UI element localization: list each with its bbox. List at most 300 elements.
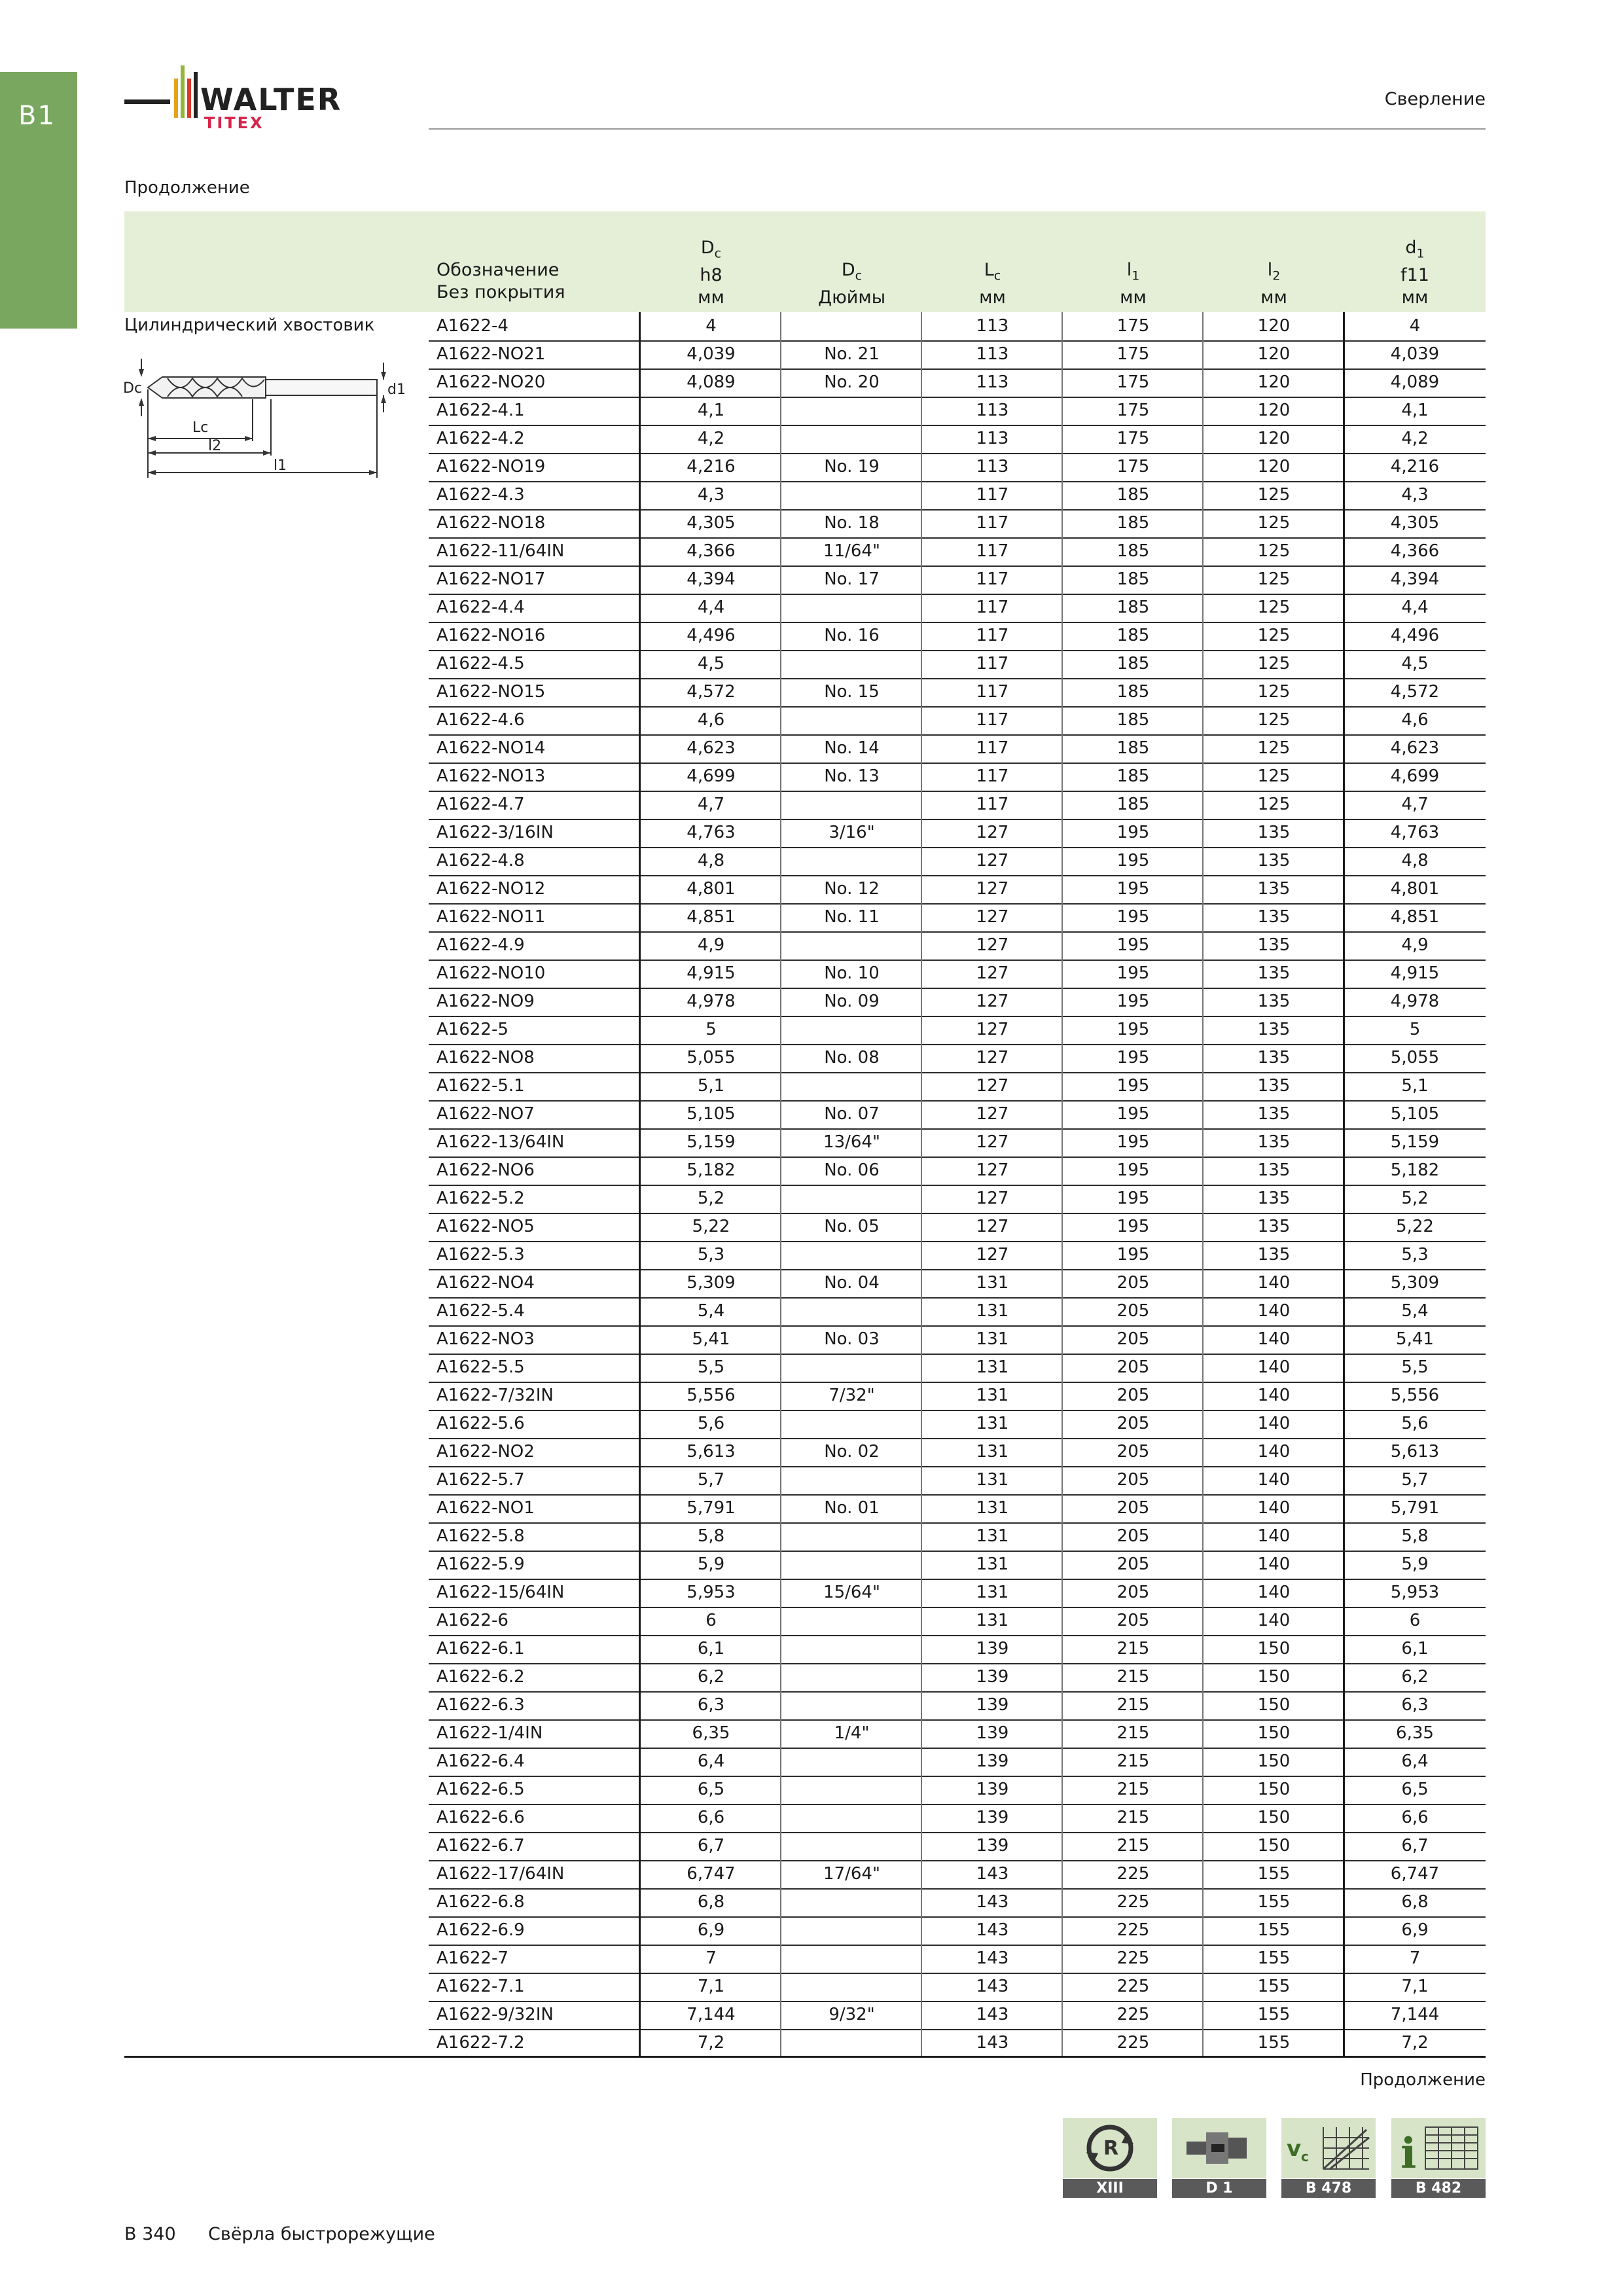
cell-l1: 185	[1116, 569, 1150, 589]
cell-l1: 225	[1116, 1892, 1150, 1912]
cell-dc-inch	[781, 594, 922, 622]
cell-dc-inch	[781, 1607, 922, 1635]
cell-l1: 225	[1116, 1977, 1150, 1996]
cell-dc-inch: No. 13	[824, 766, 880, 786]
cell-dc-inch: No. 03	[824, 1329, 880, 1349]
cell-dc-inch: No. 20	[824, 372, 880, 392]
badge-info[interactable]	[1391, 2118, 1486, 2198]
cell-dc-inch: 11/64"	[823, 541, 880, 561]
badge-tool-holder[interactable]	[1172, 2118, 1266, 2198]
badge-label: B 482	[1391, 2179, 1486, 2198]
cell-dc-mm: 6,747	[687, 1864, 736, 1884]
cell-dc-mm: 5,791	[687, 1498, 736, 1518]
svg-text:l2: l2	[208, 438, 222, 454]
cell-dc-mm: 4,915	[687, 963, 736, 983]
cell-dc-inch: No. 02	[824, 1442, 880, 1462]
cell-l2: 135	[1257, 823, 1291, 842]
cell-lc: 117	[976, 569, 1009, 589]
cell-dc-mm: 5,4	[697, 1301, 725, 1321]
cell-l1: 225	[1116, 2005, 1150, 2024]
cell-d1: 5,613	[1390, 1442, 1440, 1462]
cell-l1: 175	[1116, 401, 1150, 420]
cell-l1: 225	[1116, 1864, 1150, 1884]
cell-l2: 125	[1257, 795, 1291, 814]
table-row	[429, 1438, 1486, 1467]
cell-dc-mm: 4,7	[697, 795, 725, 814]
cell-dc-mm: 5,8	[697, 1526, 725, 1546]
cell-dc-mm: 4,978	[687, 992, 736, 1011]
cell-d1: 4,1	[1401, 401, 1429, 420]
cell-d1: 4,3	[1401, 485, 1429, 505]
cell-dc-inch	[781, 1297, 922, 1325]
cell-d1: 5,182	[1390, 1160, 1440, 1180]
cell-designation: A1622-5.4	[437, 1301, 525, 1321]
cell-d1: 4,623	[1390, 738, 1440, 758]
cell-d1: 6,3	[1401, 1695, 1429, 1715]
cell-l1: 195	[1116, 851, 1150, 870]
table-row	[429, 368, 1486, 398]
cell-dc-inch	[781, 847, 922, 875]
section-tab-label: B1	[18, 101, 56, 131]
cell-l2: 140	[1257, 1301, 1291, 1321]
cell-dc-inch: No. 14	[824, 738, 880, 758]
cell-designation: A1622-5.7	[437, 1470, 525, 1490]
cell-dc-mm: 6,1	[697, 1639, 725, 1659]
cell-l2: 140	[1257, 1414, 1291, 1433]
cell-dc-inch	[781, 1635, 922, 1663]
cell-lc: 117	[976, 626, 1009, 645]
cell-d1: 5,8	[1401, 1526, 1429, 1546]
drill-dimension-drawing	[122, 353, 406, 484]
cell-dc-mm: 7,2	[697, 2033, 725, 2053]
cutting-speed-chart-icon	[1281, 2118, 1376, 2178]
badge-cutting-data[interactable]	[1281, 2118, 1376, 2198]
cell-dc-mm: 4,8	[697, 851, 725, 870]
cell-dc-mm: 5,613	[687, 1442, 736, 1462]
cell-l2: 125	[1257, 485, 1291, 505]
table-row	[429, 1072, 1486, 1102]
cell-lc: 139	[976, 1695, 1009, 1715]
cell-d1: 4,8	[1401, 851, 1429, 870]
header-dc-inch: $D_c$ Дюймы	[817, 260, 886, 308]
cell-l2: 155	[1257, 1977, 1291, 1996]
cell-designation: A1622-4.5	[437, 654, 525, 673]
cell-d1: 4,699	[1390, 766, 1440, 786]
cell-lc: 131	[976, 1329, 1009, 1349]
cell-d1: 4,496	[1390, 626, 1440, 645]
cell-dc-inch	[781, 931, 922, 960]
cell-d1: 6	[1409, 1611, 1421, 1630]
cell-dc-mm: 5,41	[692, 1329, 730, 1349]
cell-designation: A1622-17/64IN	[437, 1864, 565, 1884]
table-row	[429, 1832, 1486, 1861]
cell-dc-inch: 3/16"	[829, 823, 875, 842]
cell-l1: 205	[1116, 1329, 1150, 1349]
cell-l1: 205	[1116, 1498, 1150, 1518]
cell-dc-mm: 4,572	[687, 682, 736, 702]
cell-designation: A1622-4.8	[437, 851, 525, 870]
cell-l2: 150	[1257, 1780, 1291, 1799]
cell-dc-mm: 5,182	[687, 1160, 736, 1180]
cell-lc: 127	[976, 823, 1009, 842]
cell-l2: 125	[1257, 682, 1291, 702]
cell-l1: 195	[1116, 1132, 1150, 1152]
cell-designation: A1622-NO5	[437, 1217, 535, 1236]
cell-l1: 185	[1116, 738, 1150, 758]
cell-designation: A1622-5.5	[437, 1357, 525, 1377]
cell-lc: 127	[976, 1076, 1009, 1096]
table-row	[429, 1213, 1486, 1242]
cell-designation: A1622-NO15	[437, 682, 546, 702]
table-row	[429, 1663, 1486, 1693]
cell-lc: 127	[976, 992, 1009, 1011]
cell-lc: 127	[976, 1048, 1009, 1067]
cell-d1: 4,915	[1390, 963, 1440, 983]
cell-l1: 205	[1116, 1611, 1150, 1630]
cell-dc-inch	[781, 2029, 922, 2057]
cell-dc-inch	[781, 650, 922, 678]
cell-dc-inch: No. 08	[824, 1048, 880, 1067]
cell-designation: A1622-4.3	[437, 485, 525, 505]
cell-l1: 185	[1116, 598, 1150, 617]
cell-designation: A1622-6.7	[437, 1836, 525, 1856]
cell-l2: 135	[1257, 935, 1291, 955]
cell-l2: 140	[1257, 1386, 1291, 1405]
cell-l1: 205	[1116, 1357, 1150, 1377]
cell-dc-mm: 5,055	[687, 1048, 736, 1067]
cell-dc-mm: 4,5	[697, 654, 725, 673]
cell-dc-mm: 6,9	[697, 1920, 725, 1940]
table-row	[429, 847, 1486, 876]
cell-lc: 127	[976, 1132, 1009, 1152]
table-row	[429, 734, 1486, 764]
cell-designation: A1622-NO1	[437, 1498, 535, 1518]
table-row	[429, 1804, 1486, 1833]
cell-l2: 155	[1257, 1948, 1291, 1968]
cell-d1: 6,747	[1390, 1864, 1440, 1884]
cell-dc-inch	[781, 1776, 922, 1804]
cell-designation: A1622-7.2	[437, 2033, 525, 2053]
badge-label: B 478	[1281, 2179, 1376, 2198]
cell-lc: 127	[976, 879, 1009, 899]
cell-dc-mm: 4,3	[697, 485, 725, 505]
cell-l2: 140	[1257, 1273, 1291, 1293]
header-d1: $d_1$ f11 мм	[1400, 238, 1429, 308]
cell-dc-inch	[781, 1185, 922, 1213]
cell-l1: 205	[1116, 1526, 1150, 1546]
cell-dc-mm: 5,105	[687, 1104, 736, 1124]
page-number: B 340	[124, 2224, 176, 2244]
cell-dc-mm: 5,3	[697, 1245, 725, 1265]
cell-lc: 139	[976, 1639, 1009, 1659]
svg-text:l1: l1	[274, 457, 287, 474]
cell-lc: 143	[976, 1920, 1009, 1940]
cell-dc-mm: 4,1	[697, 401, 725, 420]
cell-dc-inch	[781, 1551, 922, 1579]
cell-dc-inch	[781, 397, 922, 425]
column-divider	[780, 312, 781, 2057]
cell-dc-mm: 4,9	[697, 935, 725, 955]
cell-d1: 5	[1409, 1020, 1421, 1039]
cell-dc-mm: 4,801	[687, 879, 736, 899]
column-divider	[1343, 312, 1345, 2057]
table-row	[429, 397, 1486, 426]
cell-l2: 140	[1257, 1554, 1291, 1574]
cell-dc-inch	[781, 1832, 922, 1860]
cell-lc: 131	[976, 1442, 1009, 1462]
cell-l2: 150	[1257, 1695, 1291, 1715]
cell-dc-mm: 4,039	[687, 344, 736, 364]
cell-lc: 131	[976, 1611, 1009, 1630]
cell-designation: A1622-NO17	[437, 569, 546, 589]
cell-lc: 117	[976, 682, 1009, 702]
cell-d1: 4,305	[1390, 513, 1440, 533]
cell-designation: A1622-6.9	[437, 1920, 525, 1940]
cell-d1: 5,3	[1401, 1245, 1429, 1265]
cell-l1: 195	[1116, 1217, 1150, 1236]
cell-dc-inch: 9/32"	[829, 2005, 875, 2024]
cell-l2: 120	[1257, 372, 1291, 392]
cell-l1: 215	[1116, 1667, 1150, 1687]
cell-designation: A1622-4	[437, 316, 508, 336]
cell-l2: 125	[1257, 541, 1291, 561]
cell-designation: A1622-6.1	[437, 1639, 525, 1659]
table-row	[429, 1269, 1486, 1299]
cell-l1: 185	[1116, 485, 1150, 505]
cell-l1: 205	[1116, 1386, 1150, 1405]
table-row	[429, 2029, 1486, 2057]
cell-l2: 155	[1257, 2005, 1291, 2024]
cell-dc-mm: 5,1	[697, 1076, 725, 1096]
table-row	[429, 1325, 1486, 1355]
cell-lc: 143	[976, 1864, 1009, 1884]
table-row	[429, 875, 1486, 905]
cell-l2: 135	[1257, 907, 1291, 927]
cell-dc-mm: 4,4	[697, 598, 725, 617]
cell-l2: 120	[1257, 316, 1291, 336]
cell-dc-mm: 4,089	[687, 372, 736, 392]
table-row	[429, 453, 1486, 482]
table-row	[429, 1522, 1486, 1552]
column-divider	[639, 312, 641, 2057]
cell-lc: 113	[976, 344, 1009, 364]
cell-lc: 143	[976, 1892, 1009, 1912]
cell-designation: A1622-6.2	[437, 1667, 525, 1687]
cell-l1: 195	[1116, 992, 1150, 1011]
cell-dc-inch	[781, 791, 922, 819]
table-row	[429, 1241, 1486, 1270]
cell-dc-mm: 6,2	[697, 1667, 725, 1687]
cell-dc-mm: 6,3	[697, 1695, 725, 1715]
cell-l2: 140	[1257, 1611, 1291, 1630]
cell-l1: 215	[1116, 1836, 1150, 1856]
cell-d1: 4,763	[1390, 823, 1440, 842]
cell-d1: 4,394	[1390, 569, 1440, 589]
cell-designation: A1622-5.1	[437, 1076, 525, 1096]
cell-designation: A1622-5	[437, 1020, 508, 1039]
cell-l2: 135	[1257, 1189, 1291, 1208]
cell-dc-mm: 4,851	[687, 907, 736, 927]
cell-dc-inch: 17/64"	[823, 1864, 880, 1884]
header-l2: $l_2$ мм	[1260, 260, 1287, 308]
table-bottom-rule	[124, 2056, 1486, 2058]
cell-l2: 125	[1257, 710, 1291, 730]
cell-dc-mm: 4,216	[687, 457, 736, 476]
cell-dc-mm: 4,394	[687, 569, 736, 589]
cell-l1: 225	[1116, 2033, 1150, 2053]
table-row	[429, 1579, 1486, 1608]
table-row	[429, 1776, 1486, 1805]
cell-l2: 120	[1257, 429, 1291, 448]
table-row	[429, 594, 1486, 623]
cell-d1: 5,1	[1401, 1076, 1429, 1096]
cell-dc-inch	[781, 1241, 922, 1269]
cell-dc-mm: 5,6	[697, 1414, 725, 1433]
table-row	[429, 1635, 1486, 1664]
cell-l2: 150	[1257, 1639, 1291, 1659]
cell-designation: A1622-5.6	[437, 1414, 525, 1433]
cell-l2: 135	[1257, 1245, 1291, 1265]
cell-designation: A1622-5.8	[437, 1526, 525, 1546]
table-row	[429, 481, 1486, 511]
cell-designation: A1622-1/4IN	[437, 1723, 543, 1743]
cell-dc-inch: 1/4"	[834, 1723, 870, 1743]
cell-d1: 5,953	[1390, 1583, 1440, 1602]
cell-dc-mm: 5,9	[697, 1554, 725, 1574]
cell-dc-inch: No. 10	[824, 963, 880, 983]
cell-designation: A1622-5.3	[437, 1245, 525, 1265]
cell-dc-mm: 5,7	[697, 1470, 725, 1490]
cell-designation: A1622-NO14	[437, 738, 546, 758]
cell-dc-inch: No. 17	[824, 569, 880, 589]
cell-dc-mm: 4,366	[687, 541, 736, 561]
table-row	[429, 650, 1486, 679]
cell-dc-mm: 5,5	[697, 1357, 725, 1377]
cell-designation: A1622-4.2	[437, 429, 525, 448]
svg-text:d1: d1	[387, 382, 406, 398]
cell-dc-inch	[781, 312, 922, 340]
cell-dc-inch	[781, 1916, 922, 1945]
cell-d1: 7,1	[1401, 1977, 1429, 1996]
cell-l1: 185	[1116, 710, 1150, 730]
footer-title: Свёрла быстрорежущие	[208, 2224, 435, 2244]
cell-dc-mm: 6,7	[697, 1836, 725, 1856]
header-l1: $l_1$ мм	[1120, 260, 1147, 308]
cell-l1: 185	[1116, 513, 1150, 533]
cell-lc: 113	[976, 372, 1009, 392]
cell-l1: 205	[1116, 1554, 1150, 1574]
svg-text:v: v	[1287, 2136, 1302, 2162]
cell-l1: 195	[1116, 1076, 1150, 1096]
cell-lc: 113	[976, 429, 1009, 448]
cell-designation: A1622-NO20	[437, 372, 546, 392]
svg-text:c: c	[1301, 2149, 1309, 2164]
table-row	[429, 1185, 1486, 1214]
cell-l2: 140	[1257, 1498, 1291, 1518]
cell-dc-inch	[781, 1663, 922, 1691]
table-row	[429, 1888, 1486, 1918]
svg-text:R: R	[1103, 2137, 1119, 2160]
table-row	[429, 1410, 1486, 1439]
table-row	[429, 1128, 1486, 1158]
cell-d1: 5,2	[1401, 1189, 1429, 1208]
cell-d1: 4,4	[1401, 598, 1429, 617]
cell-dc-inch: No. 05	[824, 1217, 880, 1236]
cell-designation: A1622-15/64IN	[437, 1583, 565, 1602]
cell-l1: 195	[1116, 935, 1150, 955]
cell-l2: 140	[1257, 1583, 1291, 1602]
cell-dc-inch: No. 01	[824, 1498, 880, 1518]
cell-dc-inch: No. 12	[824, 879, 880, 899]
cell-lc: 127	[976, 935, 1009, 955]
cell-lc: 117	[976, 598, 1009, 617]
cell-l2: 150	[1257, 1751, 1291, 1771]
cell-d1: 4,2	[1401, 429, 1429, 448]
cell-l1: 215	[1116, 1780, 1150, 1799]
column-divider	[1061, 312, 1063, 2057]
cell-d1: 5,41	[1396, 1329, 1434, 1349]
cell-dc-mm: 7	[705, 1948, 717, 1968]
cell-d1: 7,2	[1401, 2033, 1429, 2053]
cell-l2: 135	[1257, 1076, 1291, 1096]
cell-dc-inch: No. 04	[824, 1273, 880, 1293]
cell-dc-inch	[781, 1410, 922, 1438]
table-row	[429, 1100, 1486, 1130]
cell-dc-mm: 4,763	[687, 823, 736, 842]
cell-d1: 5,556	[1390, 1386, 1440, 1405]
cell-designation: A1622-NO3	[437, 1329, 535, 1349]
cell-designation: A1622-NO19	[437, 457, 546, 476]
cell-dc-inch: No. 21	[824, 344, 880, 364]
table-row	[429, 1860, 1486, 1890]
cell-l2: 125	[1257, 738, 1291, 758]
cell-l2: 140	[1257, 1470, 1291, 1490]
badge-regrind[interactable]	[1063, 2118, 1157, 2198]
cell-l2: 155	[1257, 2033, 1291, 2053]
cell-designation: A1622-11/64IN	[437, 541, 565, 561]
cell-l1: 175	[1116, 429, 1150, 448]
cell-lc: 127	[976, 1189, 1009, 1208]
cell-dc-inch	[781, 706, 922, 734]
cell-l2: 125	[1257, 654, 1291, 673]
cell-l1: 185	[1116, 682, 1150, 702]
cell-l2: 150	[1257, 1723, 1291, 1743]
cell-l2: 120	[1257, 401, 1291, 420]
shank-type-label: Цилиндрический хвостовик	[124, 315, 375, 335]
cell-l1: 185	[1116, 541, 1150, 561]
cell-dc-inch: No. 09	[824, 992, 880, 1011]
cell-lc: 117	[976, 485, 1009, 505]
cell-lc: 127	[976, 1245, 1009, 1265]
cell-d1: 4,6	[1401, 710, 1429, 730]
cell-l1: 225	[1116, 1920, 1150, 1940]
cell-lc: 131	[976, 1583, 1009, 1602]
cell-lc: 127	[976, 963, 1009, 983]
cell-l2: 140	[1257, 1329, 1291, 1349]
cell-l1: 195	[1116, 1160, 1150, 1180]
cell-lc: 143	[976, 2033, 1009, 2053]
cell-dc-mm: 5,309	[687, 1273, 736, 1293]
cell-lc: 117	[976, 795, 1009, 814]
cell-designation: A1622-NO4	[437, 1273, 535, 1293]
cell-l1: 215	[1116, 1639, 1150, 1659]
cell-lc: 127	[976, 1217, 1009, 1236]
cell-l2: 120	[1257, 457, 1291, 476]
table-row	[429, 1297, 1486, 1327]
cell-lc: 113	[976, 401, 1009, 420]
cell-designation: A1622-5.9	[437, 1554, 525, 1574]
cell-dc-mm: 5	[705, 1020, 717, 1039]
